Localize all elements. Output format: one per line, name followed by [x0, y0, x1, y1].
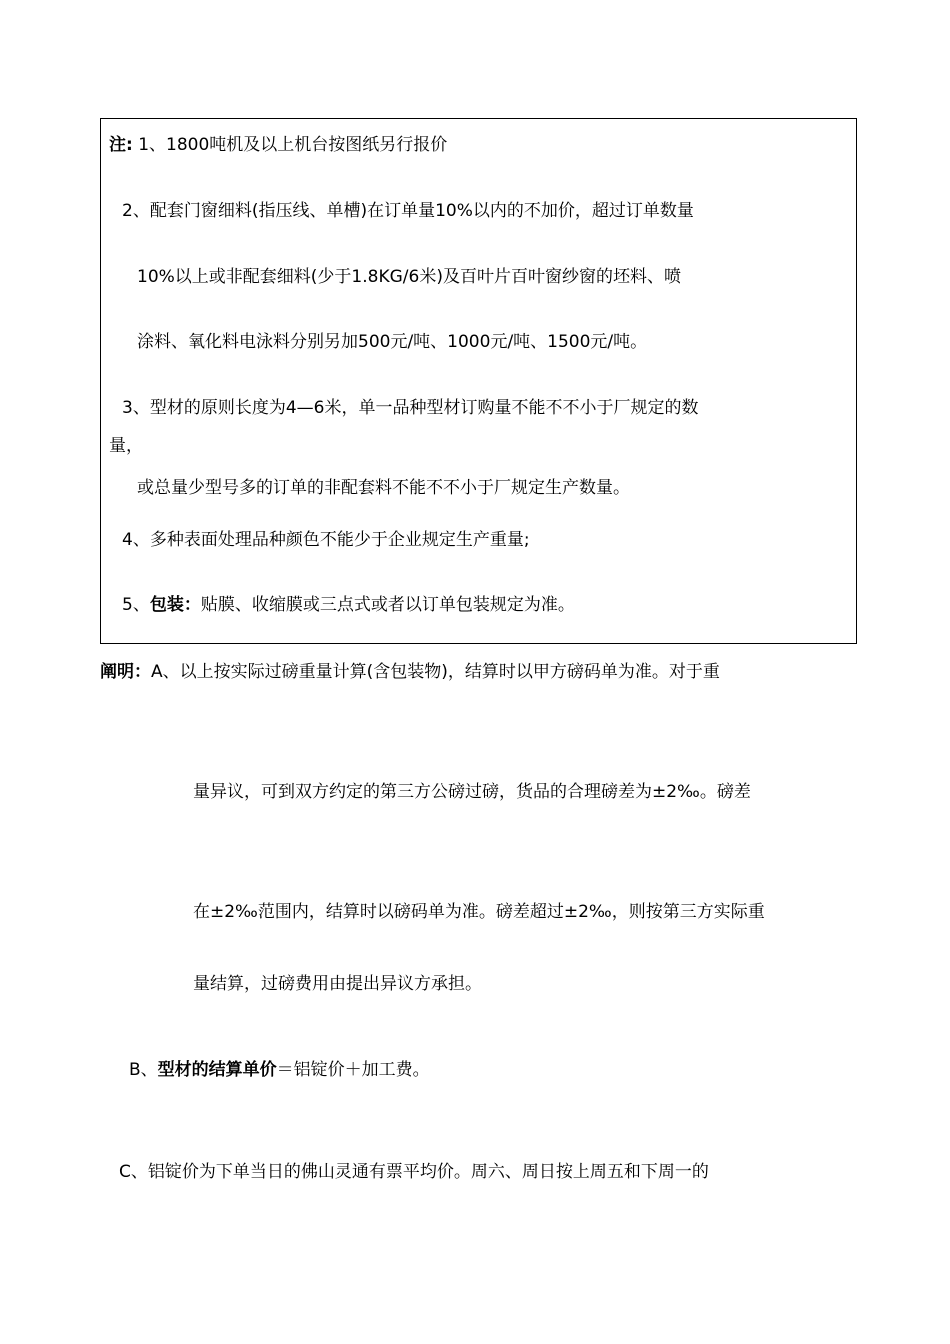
explain-b-text: ＝铝锭价＋加工费。 [276, 1060, 430, 1080]
note-5 [122, 593, 575, 617]
note-3-line-3: 或总量少型号多的订单的非配套料不能不不小于厂规定生产数量。 [137, 478, 630, 498]
note-2-line-1: 2、配套门窗细料(指压线、单槽)在订单量10%以内的不加价，超过订单数量 [122, 201, 694, 221]
explain-a-line-4: 量结算，过磅费用由提出异议方承担。 [193, 974, 482, 994]
note-4: 4、多种表面处理品种颜色不能少于企业规定生产重量; [122, 530, 530, 550]
note-5-label: 包装： [149, 595, 201, 615]
note-1-text: 1、1800吨机及以上机台按图纸另行报价 [138, 135, 448, 155]
explain-c: C、铝锭价为下单当日的佛山灵通有票平均价。周六、周日按上周五和下周一的 [119, 1162, 709, 1182]
note-5-text: 贴膜、收缩膜或三点式或者以订单包装规定为准。 [200, 595, 575, 615]
explain-b [129, 1058, 430, 1082]
note-3-line-2: 量， [109, 436, 143, 456]
note-2-line-3: 涂料、氧化料电泳料分别另加500元/吨、1000元/吨、1500元/吨。 [137, 332, 648, 352]
notes-box [100, 118, 857, 644]
notes-label: 注: [109, 135, 133, 155]
explain-b-prefix: B、 [129, 1060, 158, 1080]
note-3-line-1: 3、型材的原则长度为4—6米，单一品种型材订购量不能不不小于厂规定的数 [122, 398, 699, 418]
explain-a-line-3: 在±2‰范围内，结算时以磅码单为准。磅差超过±2‰，则按第三方实际重 [193, 902, 765, 922]
explain-label: 阐明： [100, 662, 151, 682]
note-1 [109, 133, 447, 157]
note-2-line-2: 10%以上或非配套细料(少于1.8KG/6米)及百叶片百叶窗纱窗的坯料、喷 [137, 267, 681, 287]
note-5-prefix: 5、 [122, 595, 150, 615]
explain-a-text-1: A、以上按实际过磅重量计算(含包装物)，结算时以甲方磅码单为准。对于重 [151, 662, 720, 682]
explain-a-line-1 [100, 660, 720, 684]
explain-b-label: 型材的结算单价 [157, 1060, 277, 1080]
explain-a-line-2: 量异议，可到双方约定的第三方公磅过磅，货品的合理磅差为±2‰。磅差 [193, 782, 751, 802]
